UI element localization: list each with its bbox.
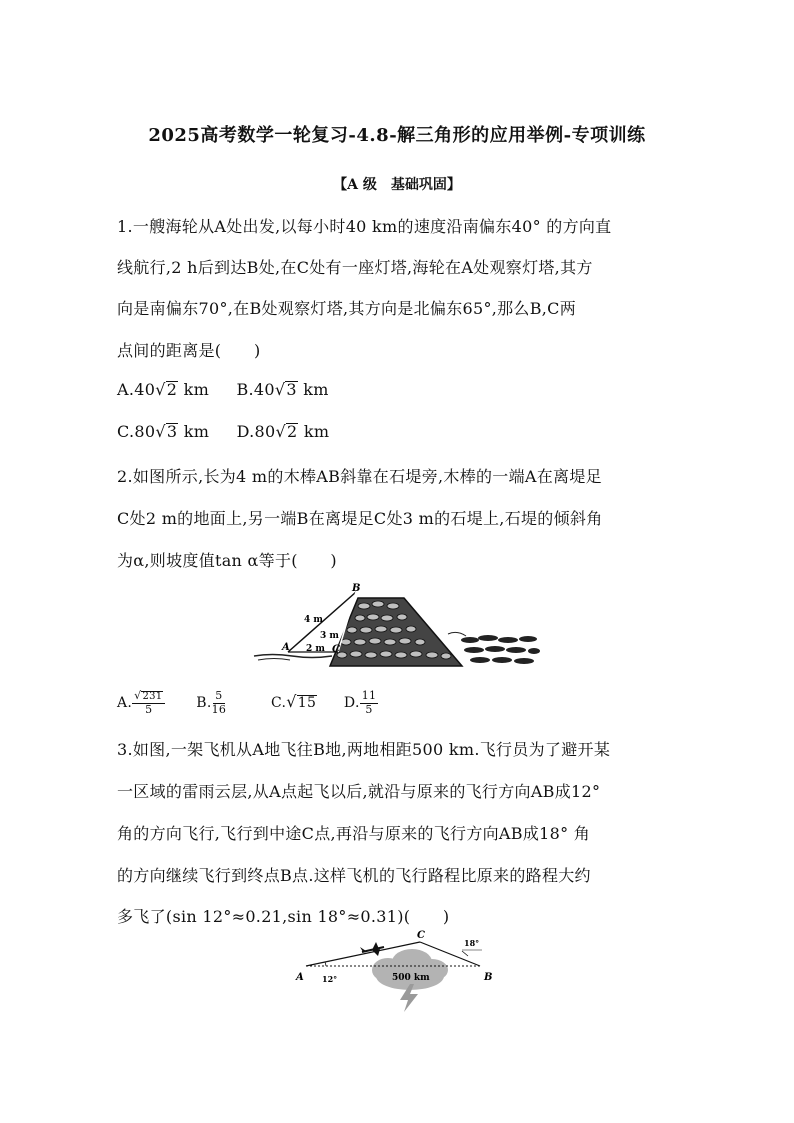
option-c-radicand: 15 [297, 695, 317, 712]
option-a-radicand: 231 [142, 691, 163, 702]
option-b-radicand: 3 [286, 380, 297, 399]
problem-3-line-2: 一区域的雷雨云层,从A点起飞以后,就沿与原来的飞行方向AB成12° [117, 782, 601, 801]
label-c: C [332, 644, 340, 655]
option-c-unit: km [178, 422, 210, 441]
label-a: A [282, 642, 290, 653]
option-b-label: B.40 [236, 380, 275, 399]
problem-1-line-3: 向是南偏东70°,在B处观察灯塔,其方向是北偏东65°,那么B,C两 [117, 299, 577, 318]
option-b-numerator: 5 [215, 689, 223, 702]
option-d-label: D. [343, 695, 360, 712]
ground-texture [258, 659, 290, 661]
label-b: B [352, 583, 361, 594]
label-b: B [484, 972, 493, 983]
option-b-unit: km [297, 380, 329, 399]
stone-embankment-figure [252, 582, 542, 672]
option-d-unit: km [298, 422, 330, 441]
option-a-denominator: 5 [145, 702, 153, 716]
section-label: 【A 级 基础巩固】 [333, 177, 461, 193]
label-angle-a: 12° [322, 974, 338, 984]
option-a-label: A. [117, 695, 133, 712]
ground-line [254, 655, 332, 658]
problem-1-option-a: A.40√2 km [117, 380, 210, 399]
option-c-label: C.80 [117, 422, 156, 441]
label-c: C [417, 930, 425, 941]
option-d-numerator: 11 [361, 689, 377, 702]
problem-3-line-4: 的方向继续飞行到终点B点.这样飞机的飞行路程比原来的路程大约 [117, 866, 591, 885]
problem-2-option-a: A. $\frac{√231}{5}$ [117, 690, 165, 716]
option-c-radicand: 3 [166, 422, 178, 441]
page-title: 2025高考数学一轮复习-4.8-解三角形的应用举例-专项训练 [148, 125, 646, 146]
option-b-label: B. [196, 695, 212, 712]
problem-1-line-4: 点间的距离是( ) [117, 341, 261, 360]
problem-3-line-1: 3.如图,一架飞机从A地飞往B地,两地相距500 km.飞行员为了避开某 [117, 740, 611, 759]
problem-2-option-b [196, 690, 226, 716]
label-ac-length: 2 m [306, 644, 325, 654]
option-a-label: A.40 [117, 380, 156, 399]
problem-2-options [117, 690, 400, 716]
label-ab-length: 4 m [304, 615, 323, 625]
option-d-radicand: 2 [286, 422, 298, 441]
flight-path-figure [292, 928, 504, 1018]
storm-cloud [372, 949, 448, 990]
problem-3-line-5: 多飞了(sin 12°≈0.21,sin 18°≈0.31)( ) [117, 907, 450, 926]
problem-1-option-c: C.80√3 km [117, 422, 210, 441]
label-a: A [296, 972, 304, 983]
problem-1-line-2: 线航行,2 h后到达B处,在C处有一座灯塔,海轮在A处观察灯塔,其方 [117, 258, 593, 277]
label-distance: 500 km [392, 973, 430, 983]
option-c-label: C. [270, 695, 287, 712]
problem-1-option-b: B.40√3 km [236, 380, 329, 399]
label-angle-b: 18° [464, 938, 480, 948]
angle-b-mark [462, 951, 468, 956]
option-b-denominator: 16 [211, 702, 227, 716]
problem-2-line-2: C处2 m的地面上,另一端B在离堤足C处3 m的石堤上,石堤的倾斜角 [117, 509, 603, 528]
problem-1-options-row-1 [117, 380, 351, 399]
option-a-radicand: 2 [166, 380, 178, 399]
problem-1-line-1: 1.一艘海轮从A处出发,以每小时40 km的速度沿南偏东40° 的方向直 [117, 217, 612, 236]
problem-2-option-c: C.√15 [270, 692, 317, 712]
problem-3-line-3: 角的方向飞行,飞行到中途C点,再沿与原来的飞行方向AB成18° 角 [117, 824, 591, 843]
option-d-denominator: 5 [365, 702, 373, 716]
angle-a-arc [325, 962, 326, 966]
problem-2-option-d [344, 690, 378, 716]
problem-2-line-3: 为α,则坡度值tan α等于( ) [117, 551, 337, 570]
problem-1-options-row-2 [117, 422, 351, 441]
water-texture [461, 635, 540, 664]
problem-1-option-d: D.80√2 km [236, 422, 330, 441]
label-bc-length: 3 m [320, 631, 339, 641]
option-a-unit: km [178, 380, 210, 399]
option-d-label: D.80 [236, 422, 276, 441]
problem-2-line-1: 2.如图所示,长为4 m的木棒AB斜靠在石堤旁,木棒的一端A在离堤足 [117, 467, 602, 486]
wave-mark [448, 632, 466, 636]
